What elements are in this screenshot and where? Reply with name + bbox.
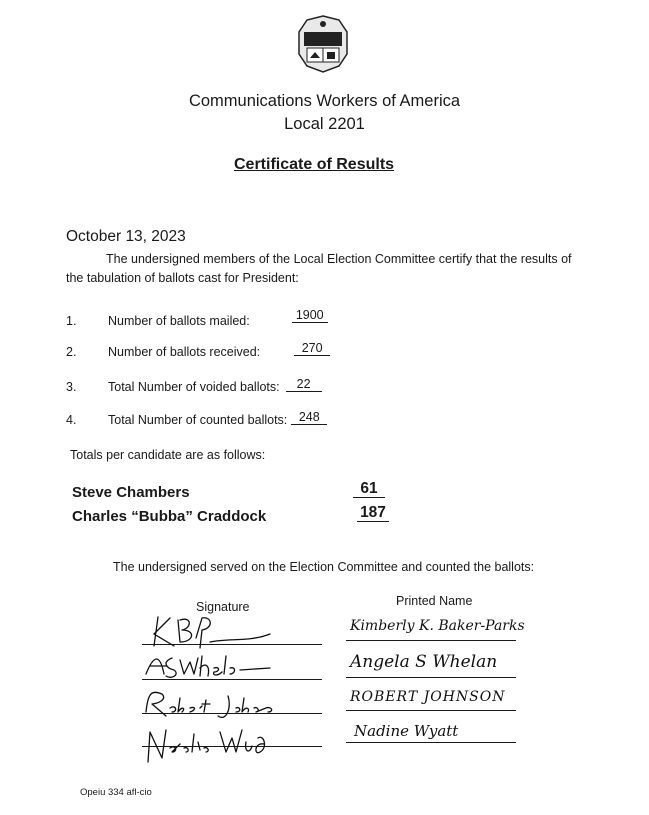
item-number: 4. [66, 413, 77, 427]
item-number: 2. [66, 345, 77, 359]
item-number: 3. [66, 380, 77, 394]
candidate-name: Charles “Bubba” Craddock [72, 508, 267, 525]
printed-name-header: Printed Name [396, 594, 473, 608]
candidate-name: Steve Chambers [72, 484, 190, 501]
item-number: 1. [66, 314, 77, 328]
item-label: Number of ballots mailed: [108, 314, 250, 328]
printed-name-line [346, 677, 516, 678]
item-label: Total Number of voided ballots: [108, 380, 280, 394]
candidate-votes: 187 [357, 505, 389, 522]
logo-text [351, 14, 352, 15]
ballot-item-1 [66, 308, 328, 329]
printed-name-1: Kimberly K. Baker-Parks [350, 618, 525, 634]
printed-name-line [346, 710, 516, 711]
handwritten-signatures [140, 612, 320, 772]
printed-name-line [346, 640, 516, 641]
organization-name: Communications Workers of America [188, 92, 461, 110]
item-value: 22 [286, 377, 322, 392]
printed-name-4: Nadine Wyatt [354, 722, 459, 740]
cwa-logo [295, 14, 351, 74]
ballot-item-2 [66, 341, 330, 360]
signature-header: Signature [196, 600, 250, 614]
intro-paragraph: The undersigned members of the Local Election Committee certify that the results of the tabulation of ballots cast for President: [66, 252, 572, 285]
item-label: Total Number of counted ballots: [108, 413, 288, 427]
certificate-title: Certificate of Results [234, 156, 395, 173]
ballot-item-3 [66, 377, 322, 395]
organization-local: Local 2201 [284, 115, 365, 133]
item-value: 1900 [292, 308, 328, 323]
totals-label: Totals per candidate are as follows: [70, 448, 266, 462]
signature-3 [146, 692, 272, 717]
ballot-item-4 [66, 410, 327, 428]
signature-4 [148, 730, 264, 762]
signature-2 [146, 656, 270, 677]
certificate-date: October 13, 2023 [66, 228, 186, 245]
signature-text-2 [0, 0, 1, 1]
signature-1 [154, 617, 270, 648]
union-footer: Opeiu 334 afl-cio [80, 787, 152, 798]
printed-name-3: ROBERT JOHNSON [350, 689, 506, 705]
item-value: 270 [294, 341, 330, 356]
printed-name-2: Angela S Whelan [350, 652, 498, 672]
committee-statement: The undersigned served on the Election Committee and counted the ballots: [113, 560, 535, 574]
cwa-seal-icon [295, 14, 351, 74]
printed-name-line [346, 742, 516, 743]
signature-text-1 [0, 0, 1, 1]
item-value: 248 [291, 410, 327, 425]
candidate-votes: 61 [353, 481, 385, 498]
signature-text-4 [0, 0, 1, 1]
item-label: Number of ballots received: [108, 345, 261, 359]
signature-text-3 [0, 0, 1, 1]
